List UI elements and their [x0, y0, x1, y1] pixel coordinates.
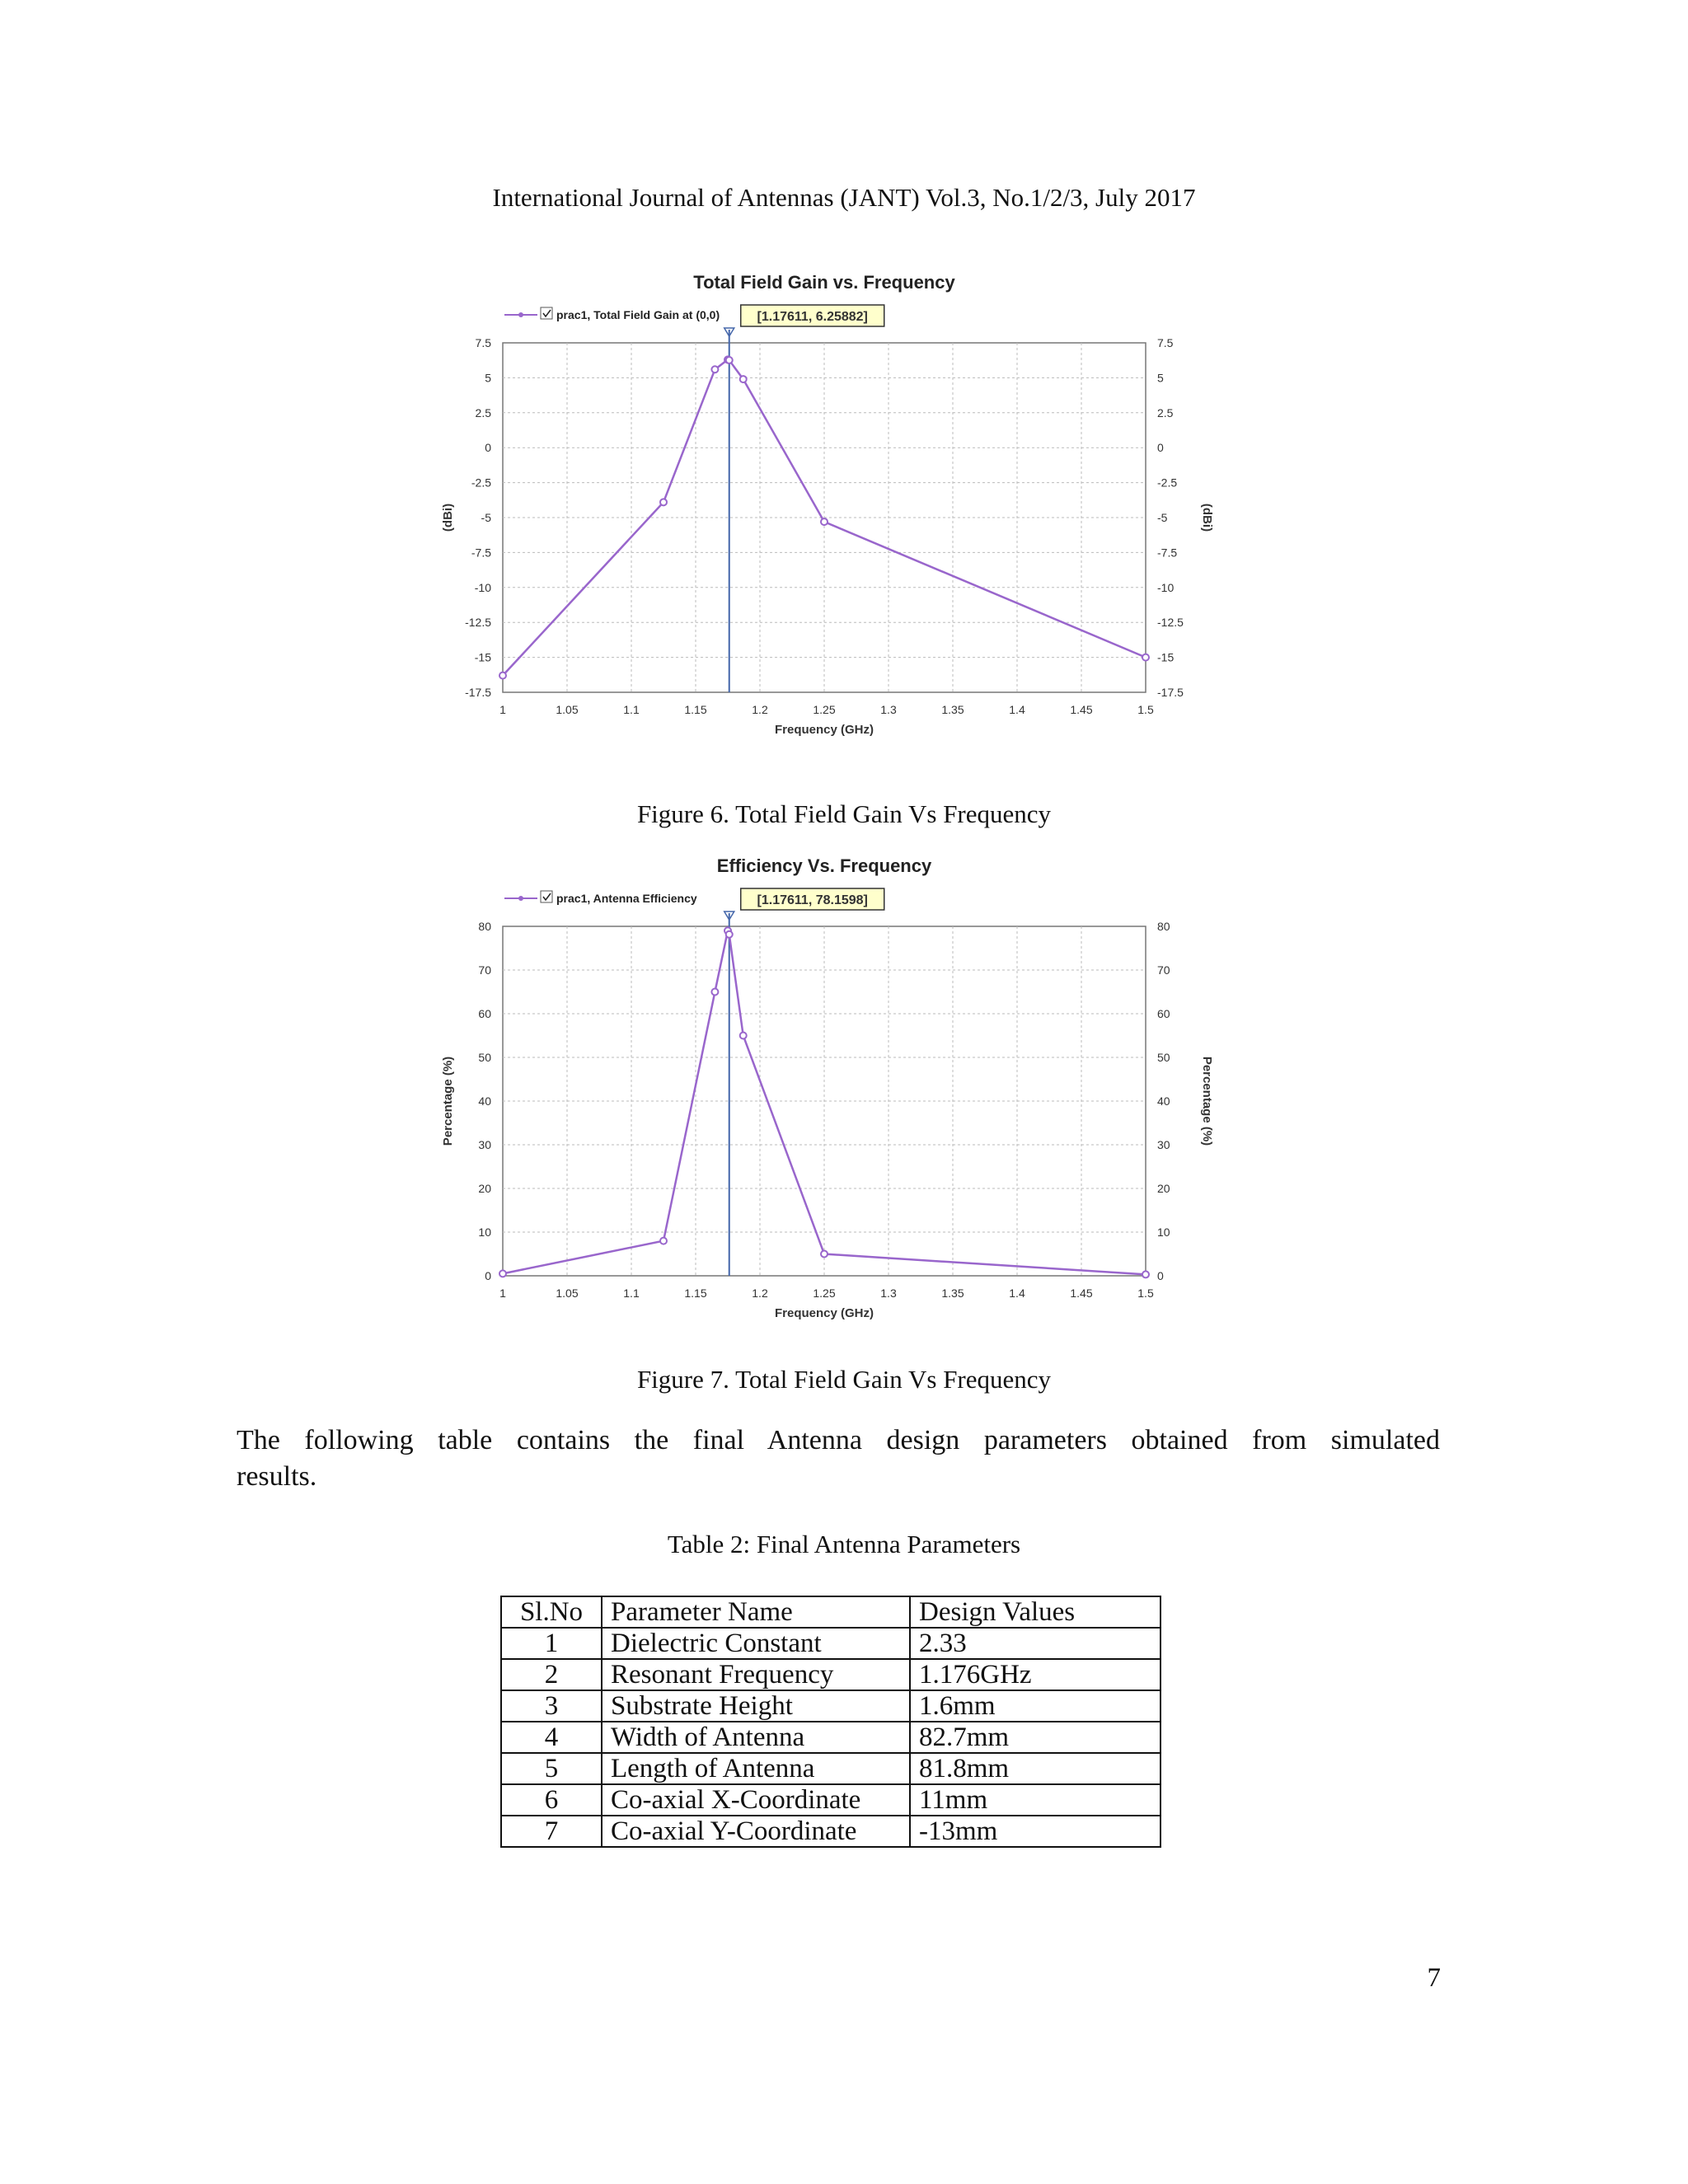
table-cell: 1.6mm — [910, 1690, 1160, 1722]
x-tick-label: 1.2 — [752, 1286, 768, 1300]
table-caption: Table 2: Final Antenna Parameters — [667, 1530, 1021, 1558]
data-point — [726, 931, 733, 938]
running-header: International Journal of Antennas (JANT) Vol.3, No.1/2/3, July 2017 — [492, 183, 1196, 212]
legend-marker — [518, 896, 523, 901]
x-tick-label: 1.5 — [1137, 1286, 1154, 1300]
marker-label: [1.17611, 6.25882] — [757, 310, 868, 324]
data-point — [499, 1270, 506, 1277]
y-tick-label: -10 — [474, 580, 491, 594]
x-tick-label: 1.3 — [880, 703, 897, 716]
table-cell: Length of Antenna — [602, 1753, 910, 1784]
y-tick-label: 70 — [478, 963, 491, 977]
table-cell: 4 — [501, 1722, 602, 1753]
figure-7 — [429, 847, 1220, 1346]
gain-chart — [429, 264, 1220, 758]
table-row — [501, 1816, 1160, 1847]
y-tick-label: 30 — [478, 1138, 491, 1151]
table-row — [501, 1753, 1160, 1784]
x-tick-label: 1.2 — [752, 703, 768, 716]
x-tick-label: 1.05 — [556, 703, 579, 716]
y-tick-label: 50 — [478, 1051, 491, 1064]
data-point — [821, 1251, 828, 1258]
y-tick-label: -2.5 — [471, 476, 491, 490]
data-point — [499, 673, 506, 679]
y-tick-label-right: -17.5 — [1157, 686, 1184, 699]
y-tick-label-right: 5 — [1157, 371, 1164, 385]
y-tick-label-right: -5 — [1157, 511, 1168, 524]
x-tick-label: 1.4 — [1009, 1286, 1025, 1300]
data-point — [1142, 1271, 1149, 1277]
y-tick-label: 5 — [485, 371, 491, 385]
y-axis-label: (dBi) — [441, 503, 455, 532]
table-cell: 82.7mm — [910, 1722, 1160, 1753]
y-tick-label: 0 — [485, 441, 491, 455]
x-tick-label: 1.4 — [1009, 703, 1025, 716]
data-point — [1142, 654, 1149, 661]
data-point — [660, 1238, 667, 1244]
y-tick-label: 7.5 — [475, 336, 491, 349]
table-cell: 3 — [501, 1690, 602, 1722]
y-tick-label-right: 80 — [1157, 920, 1170, 933]
body-paragraph — [237, 1422, 1440, 1495]
y-tick-label-right: 50 — [1157, 1051, 1170, 1064]
table-cell: 5 — [501, 1753, 602, 1784]
legend-marker — [518, 312, 523, 317]
x-tick-label: 1.35 — [941, 1286, 964, 1300]
y-tick-label: -15 — [474, 650, 491, 664]
x-tick-label: 1.45 — [1070, 703, 1093, 716]
y-tick-label-right: -7.5 — [1157, 546, 1178, 560]
data-point — [711, 366, 718, 373]
y-tick-label: 60 — [478, 1007, 491, 1020]
x-tick-label: 1.25 — [813, 703, 836, 716]
y-tick-label: -7.5 — [471, 546, 491, 560]
data-point — [711, 989, 718, 996]
x-tick-label: 1.35 — [941, 703, 964, 716]
table-cell: 81.8mm — [910, 1753, 1160, 1784]
y-tick-label: -5 — [481, 511, 491, 524]
y-tick-label-right: 40 — [1157, 1094, 1170, 1108]
x-tick-label: 1.05 — [556, 1286, 579, 1300]
x-tick-label: 1.45 — [1070, 1286, 1093, 1300]
y-tick-label: 20 — [478, 1182, 491, 1195]
x-axis-label: Frequency (GHz) — [774, 1306, 874, 1320]
y-tick-label: -12.5 — [465, 616, 491, 630]
y-tick-label-right: 70 — [1157, 963, 1170, 977]
legend-checkbox — [541, 307, 552, 319]
table-row — [501, 1690, 1160, 1722]
y-tick-label: 40 — [478, 1094, 491, 1108]
x-tick-label: 1.3 — [880, 1286, 897, 1300]
y-tick-label-right: -2.5 — [1157, 476, 1178, 490]
y-tick-label: -17.5 — [465, 686, 491, 699]
table-cell: 11mm — [910, 1784, 1160, 1816]
table-row — [501, 1628, 1160, 1659]
x-tick-label: 1.15 — [684, 703, 707, 716]
y-tick-label-right: 0 — [1157, 441, 1164, 455]
legend-label: prac1, Total Field Gain at (0,0) — [556, 308, 720, 321]
y-tick-label: 80 — [478, 920, 491, 933]
table-header-cell: Parameter Name — [602, 1596, 910, 1628]
data-point — [821, 518, 828, 525]
table-cell: -13mm — [910, 1816, 1160, 1847]
table-header-row — [501, 1596, 1160, 1628]
y-tick-label: 0 — [485, 1269, 491, 1282]
table-row — [501, 1722, 1160, 1753]
y-tick-label-right: -15 — [1157, 650, 1175, 664]
y-tick-label-right: 60 — [1157, 1007, 1170, 1020]
data-point — [740, 1033, 747, 1039]
y-axis-label: Percentage (%) — [441, 1056, 455, 1146]
table-cell: 2 — [501, 1659, 602, 1690]
paragraph-line-2: results. — [237, 1461, 317, 1492]
data-point — [660, 499, 667, 505]
y-tick-label-right: 0 — [1157, 1269, 1164, 1282]
legend-checkbox — [541, 891, 552, 902]
table-cell: 1.176GHz — [910, 1659, 1160, 1690]
table-cell: Width of Antenna — [602, 1722, 910, 1753]
chart-title: Total Field Gain vs. Frequency — [693, 272, 955, 293]
x-tick-label: 1.25 — [813, 1286, 836, 1300]
table-cell: 1 — [501, 1628, 602, 1659]
parameters-table — [500, 1596, 1161, 1848]
marker-label: [1.17611, 78.1598] — [757, 893, 868, 907]
table-row — [501, 1659, 1160, 1690]
figure-6 — [429, 264, 1220, 762]
y-axis-label-right: (dBi) — [1200, 503, 1214, 532]
table-cell: Co-axial X-Coordinate — [602, 1784, 910, 1816]
chart-title: Efficiency Vs. Frequency — [716, 855, 932, 876]
x-axis-label: Frequency (GHz) — [774, 723, 874, 737]
y-tick-label-right: 30 — [1157, 1138, 1170, 1151]
page-number: 7 — [1427, 1963, 1441, 1993]
table-cell: Co-axial Y-Coordinate — [602, 1816, 910, 1847]
table-cell: 6 — [501, 1784, 602, 1816]
y-tick-label-right: -10 — [1157, 580, 1175, 594]
x-tick-label: 1.5 — [1137, 703, 1154, 716]
y-axis-label-right: Percentage (%) — [1200, 1056, 1214, 1146]
y-tick-label: 2.5 — [475, 405, 491, 419]
y-tick-label-right: 20 — [1157, 1182, 1170, 1195]
y-tick-label-right: 2.5 — [1157, 405, 1174, 419]
efficiency-chart — [429, 847, 1220, 1342]
figure-7-caption: Figure 7. Total Field Gain Vs Frequency — [636, 1365, 1052, 1394]
table-cell: Substrate Height — [602, 1690, 910, 1722]
x-tick-label: 1.1 — [623, 703, 640, 716]
table-cell: Dielectric Constant — [602, 1628, 910, 1659]
legend-label: prac1, Antenna Efficiency — [556, 892, 697, 905]
figure-6-caption: Figure 6. Total Field Gain Vs Frequency — [636, 799, 1052, 828]
data-point — [726, 357, 733, 363]
table-header-cell: Design Values — [910, 1596, 1160, 1628]
paragraph-line-1: The following table contains the final Antenna design parameters obtained from simulated — [237, 1425, 1440, 1455]
y-tick-label-right: 7.5 — [1157, 336, 1174, 349]
table-header-cell: Sl.No — [501, 1596, 602, 1628]
x-tick-label: 1.1 — [623, 1286, 640, 1300]
table-cell: Resonant Frequency — [602, 1659, 910, 1690]
y-tick-label-right: 10 — [1157, 1226, 1170, 1239]
data-point — [740, 376, 747, 382]
y-tick-label: 10 — [478, 1226, 491, 1239]
x-tick-label: 1 — [499, 703, 506, 716]
table-cell: 2.33 — [910, 1628, 1160, 1659]
x-tick-label: 1.15 — [684, 1286, 707, 1300]
table-cell: 7 — [501, 1816, 602, 1847]
x-tick-label: 1 — [499, 1286, 506, 1300]
y-tick-label-right: -12.5 — [1157, 616, 1184, 630]
table-row — [501, 1784, 1160, 1816]
